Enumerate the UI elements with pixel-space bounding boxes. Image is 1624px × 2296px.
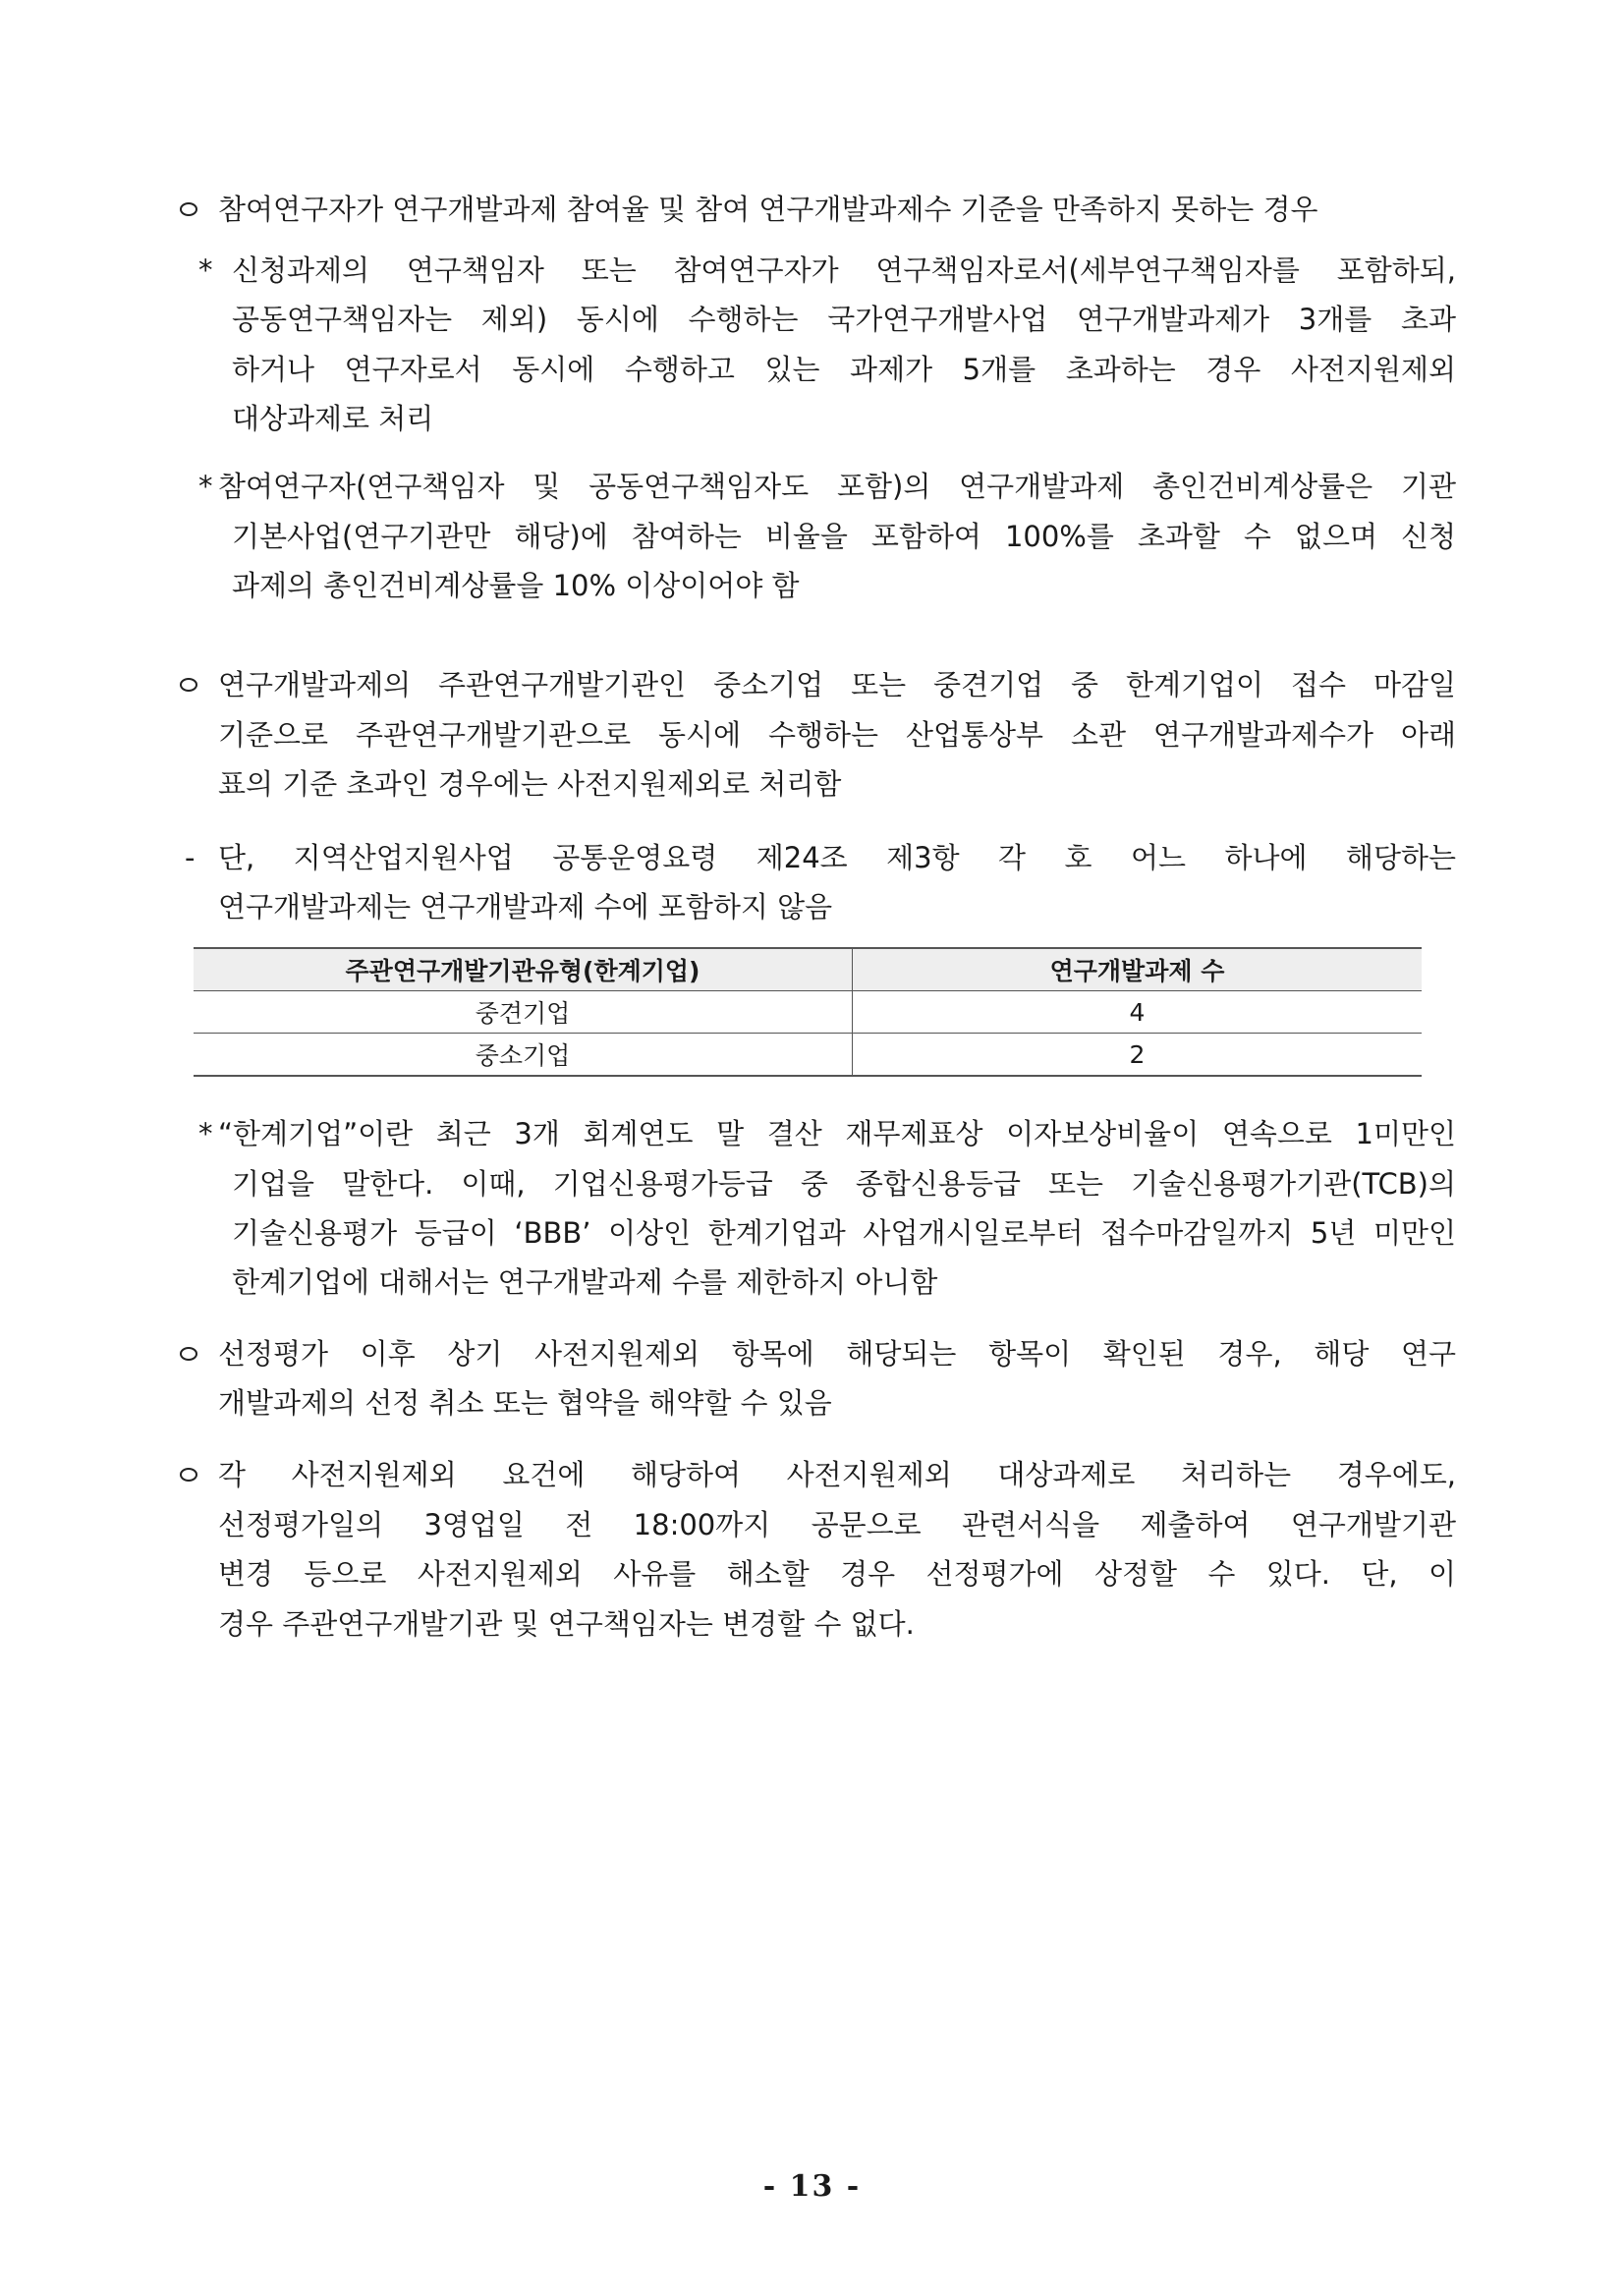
table-header-row: [194, 948, 1422, 991]
bullet-text: 연구개발과제의 주관연구개발기관인 중소기업 또는 중견기업 중 한계기업이 접수 마감일: [218, 668, 1456, 701]
note-line: 한계기업에 대해서는 연구개발과제 수를 제한하지 아니함: [232, 1265, 938, 1299]
asterisk-marker: *: [198, 1117, 213, 1150]
dash-marker: -: [185, 841, 196, 874]
bullet-text: 참여연구자가 연구개발과제 참여율 및 참여 연구개발과제수 기준을 만족하지 못하는 경우: [218, 193, 1318, 226]
note-line: 과제의 총인건비계상률을 10% 이상이어야 함: [232, 569, 800, 602]
table-header-cell: 연구개발과제 수: [853, 948, 1423, 991]
circle-bullet-icon: [180, 1468, 197, 1482]
table-cell: 2: [853, 1034, 1423, 1077]
note-line: 공동연구책임자는 제외) 동시에 수행하는 국가연구개발사업 연구개발과제가 3개를 초과: [232, 303, 1456, 336]
note-line: 하거나 연구자로서 동시에 수행하고 있는 과제가 5개를 초과하는 경우 사전지원제외: [232, 353, 1456, 386]
bullet-text: 표의 기준 초과인 경우에는 사전지원제외로 처리함: [218, 767, 842, 801]
table-header-cell: 주관연구개발기관유형(한계기업): [194, 948, 853, 991]
note-line: 기본사업(연구기관만 해당)에 참여하는 비율을 포함하여 100%를 초과할 수 없으며 신청: [232, 520, 1456, 553]
note-line: 대상과제로 처리: [232, 402, 434, 435]
note-line: 기술신용평가 등급이 ‘BBB’ 이상인 한계기업과 사업개시일로부터 접수마감일까지 5년 미만인: [232, 1216, 1456, 1250]
note-line: “한계기업”이란 최근 3개 회계연도 말 결산 재무제표상 이자보상비율이 연속으로 1미만인: [218, 1117, 1456, 1150]
page-number: - 13 -: [762, 2169, 862, 2204]
project-limit-table: [194, 947, 1422, 1077]
bullet-text: 선정평가 이후 상기 사전지원제외 항목에 해당되는 항목이 확인된 경우, 해당 연구: [218, 1337, 1456, 1371]
table-row: [194, 991, 1422, 1034]
bullet-text: 변경 등으로 사전지원제외 사유를 해소할 경우 선정평가에 상정할 수 있다. 단, 이: [218, 1557, 1456, 1591]
table-cell: 4: [853, 991, 1423, 1034]
dash-text: 연구개발과제는 연구개발과제 수에 포함하지 않음: [218, 890, 833, 924]
note-line: 신청과제의 연구책임자 또는 참여연구자가 연구책임자로서(세부연구책임자를 포함하되,: [232, 253, 1456, 287]
bullet-text: 선정평가일의 3영업일 전 18:00까지 공문으로 관련서식을 제출하여 연구개발기관: [218, 1508, 1456, 1541]
table-row: [194, 1034, 1422, 1077]
note-line: 기업을 말한다. 이때, 기업신용평가등급 중 종합신용등급 또는 기술신용평가기관(TCB)의: [232, 1167, 1456, 1201]
table-cell: 중견기업: [194, 991, 853, 1034]
note-line: 참여연구자(연구책임자 및 공동연구책임자도 포함)의 연구개발과제 총인건비계상률은 기관: [218, 470, 1456, 503]
circle-bullet-icon: [180, 202, 197, 216]
asterisk-marker: *: [198, 470, 213, 503]
asterisk-marker: *: [198, 253, 213, 287]
bullet-text: 기준으로 주관연구개발기관으로 동시에 수행하는 산업통상부 소관 연구개발과제수가 아래: [218, 718, 1456, 752]
bullet-text: 개발과제의 선정 취소 또는 협약을 해약할 수 있음: [218, 1386, 832, 1420]
circle-bullet-icon: [180, 678, 197, 692]
bullet-text: 경우 주관연구개발기관 및 연구책임자는 변경할 수 없다.: [218, 1607, 915, 1641]
table-cell: 중소기업: [194, 1034, 853, 1077]
circle-bullet-icon: [180, 1347, 197, 1361]
dash-text: 단, 지역산업지원사업 공통운영요령 제24조 제3항 각 호 어느 하나에 해당하는: [218, 841, 1456, 874]
bullet-text: 각 사전지원제외 요건에 해당하여 사전지원제외 대상과제로 처리하는 경우에도,: [218, 1458, 1456, 1491]
